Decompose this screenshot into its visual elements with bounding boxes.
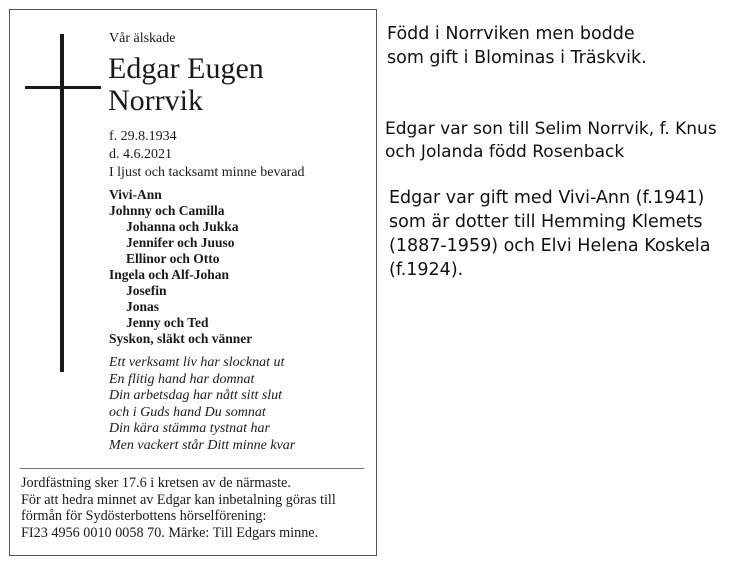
deceased-name-line1: Edgar Eugen (108, 52, 264, 85)
life-dates (109, 128, 177, 164)
cross-icon (60, 34, 64, 372)
poem-line: Din arbetsdag har nått sitt slut (109, 388, 283, 403)
cross-icon-bar (25, 86, 101, 89)
mourner: Jonas (126, 299, 160, 314)
poem-line: och i Guds hand Du somnat (109, 404, 266, 420)
birth-date: f. 29.8.1934 (109, 129, 177, 144)
poem-line: En flitig hand har domnat (109, 371, 255, 387)
poem-line: Men vackert står Ditt minne kvar (109, 437, 296, 453)
death-date: d. 4.6.2021 (109, 147, 172, 162)
note-line: Edgar var son till Selim Norrvik, f. Knus (385, 119, 717, 139)
funeral-info (21, 475, 336, 541)
mourner: Johanna och Jukka (126, 219, 239, 234)
note-line: Edgar var gift med Vivi-Ann (f.1941) (389, 188, 705, 208)
funeral-info-line: För att hedra minnet av Edgar kan inbetalning göras till (21, 491, 336, 508)
note-line: Född i Norrviken men bodde (387, 24, 635, 44)
funeral-info-line: förmån för Sydösterbottens hörselförening: (21, 508, 267, 524)
memorial-poem (109, 355, 295, 454)
mourner: Jenny och Ted (126, 315, 209, 330)
mourner: Ingela och Alf-Johan (109, 267, 230, 282)
birthplace-note (387, 22, 647, 70)
note-line: och Jolanda född Rosenback (385, 142, 625, 162)
divider (20, 468, 364, 469)
funeral-info-line: Jordfästning sker 17.6 i kretsen av de närmaste. (21, 475, 291, 491)
parents-note (385, 118, 717, 164)
remembrance-text: I ljust och tacksamt minne bevarad (109, 165, 305, 180)
obituary-notice (9, 9, 377, 556)
poem-line: Din kära stämma tystnat har (109, 421, 270, 436)
mourner: Jennifer och Juuso (126, 235, 235, 250)
deceased-name (108, 53, 264, 117)
notice-intro: Vår älskade (109, 31, 176, 46)
mourners-list (109, 187, 252, 347)
note-line: som gift i Blominas i Träskvik. (387, 48, 647, 68)
mourner: Ellinor och Otto (126, 251, 220, 266)
spouse-note (389, 186, 711, 282)
deceased-name-line2: Norrvik (108, 84, 203, 117)
poem-line: Ett verksamt liv har slocknat ut (109, 355, 285, 370)
funeral-info-line: FI23 4956 0010 0058 70. Märke: Till Edgars minne. (21, 524, 319, 541)
mourner: Johnny och Camilla (109, 203, 225, 218)
note-line: (1887-1959) och Elvi Helena Koskela (389, 236, 711, 256)
mourner: Josefin (126, 283, 167, 298)
note-line: som är dotter till Hemming Klemets (389, 212, 703, 232)
note-line: (f.1924). (389, 260, 464, 280)
mourner: Vivi-Ann (109, 187, 162, 202)
mourner: Syskon, släkt och vänner (109, 331, 253, 346)
